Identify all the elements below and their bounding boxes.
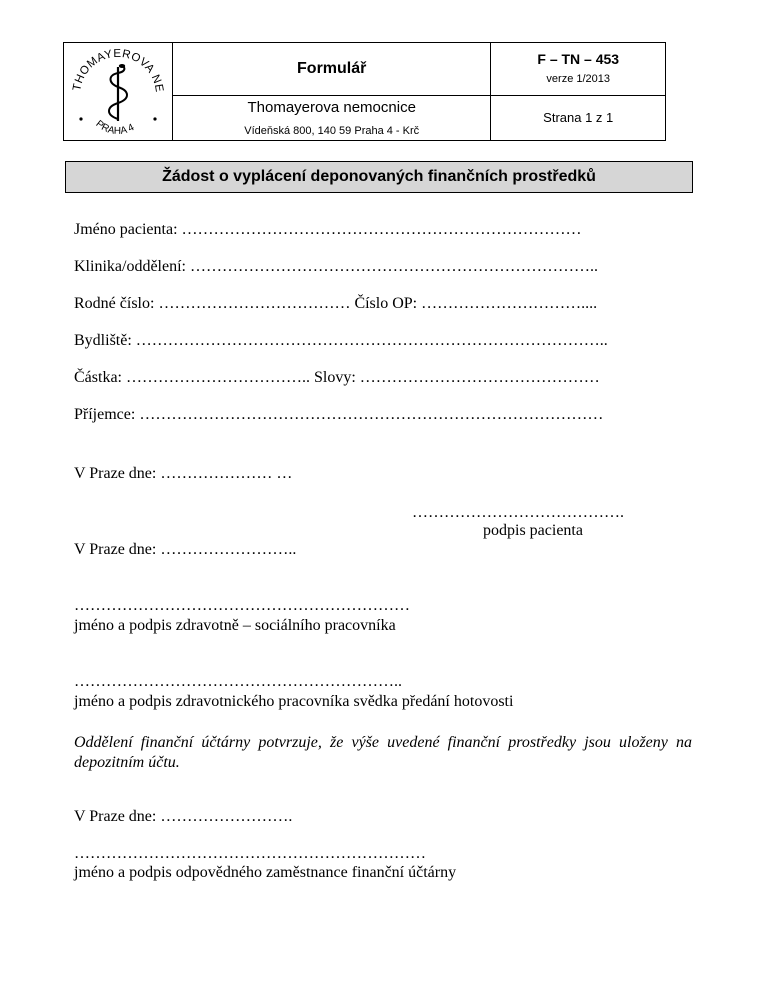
witness-signature-line[interactable]: ……………………………………………………..: [74, 673, 402, 690]
witness-signature-label: jméno a podpis zdravotnického pracovníka svědka předání hotovosti: [74, 693, 514, 710]
date-field-1[interactable]: V Praze dne: ………………… …: [74, 465, 293, 482]
social-worker-signature-label: jméno a podpis zdravotně – sociálního pracovníka: [74, 617, 396, 634]
accountant-signature-label: jméno a podpis odpovědného zaměstnance finanční účtárny: [74, 864, 457, 881]
patient-name-field[interactable]: Jméno pacienta: …………………………………………………………………: [74, 221, 582, 238]
date-field-2[interactable]: V Praze dne: ……………………..: [74, 541, 297, 558]
amount-field[interactable]: Částka: …………………………….. Slovy: ………………………………………: [74, 369, 600, 386]
recipient-field[interactable]: Příjemce: ……………………………………………………………………………: [74, 406, 604, 423]
date-field-3[interactable]: V Praze dne: …………………….: [74, 808, 293, 825]
hospital-seal-logo: [66, 43, 170, 135]
form-title-cell: [172, 43, 491, 96]
form-code-cell: [491, 43, 666, 96]
page-number: Strana 1 z 1: [543, 109, 614, 125]
form-title: Formulář: [297, 59, 367, 77]
social-worker-signature-line[interactable]: ………………………………………………………: [74, 597, 410, 614]
svg-text:PRAHA 4: PRAHA 4: [93, 118, 137, 135]
hospital-address: Vídeňská 800, 140 59 Praha 4 - Krč: [244, 124, 420, 137]
residence-field[interactable]: Bydliště: ……………………………………………………………………………..: [74, 332, 608, 349]
page-number-cell: [491, 95, 666, 140]
form-version: verze 1/2013: [546, 73, 611, 86]
birth-number-id-field[interactable]: Rodné číslo: ……………………………… Číslo OP: …………………………....: [74, 295, 598, 312]
form-banner-title: Žádost o vyplácení deponovaných finančních prostředků: [65, 161, 693, 193]
accountant-signature-line[interactable]: …………………………………………………………: [74, 845, 426, 862]
patient-signature-label: podpis pacienta: [483, 522, 583, 539]
form-header: [63, 42, 666, 141]
hospital-info-cell: [172, 95, 491, 140]
patient-signature-line[interactable]: ………………………………….: [412, 504, 624, 521]
hospital-name: Thomayerova nemocnice: [247, 98, 416, 116]
clinic-field[interactable]: Klinika/oddělení: …………………………………………………………………..: [74, 258, 598, 275]
form-code: F – TN – 453: [537, 51, 620, 68]
svg-text:THOMAYEROVA NEMOCNICE: THOMAYEROVA NE: [71, 47, 165, 94]
accounting-confirmation-note: Oddělení finanční účtárny potvrzuje, že výše uvedené finanční prostředky jsou uloženy na depozitním účtu.: [74, 734, 692, 771]
hospital-logo-cell: [64, 43, 173, 141]
